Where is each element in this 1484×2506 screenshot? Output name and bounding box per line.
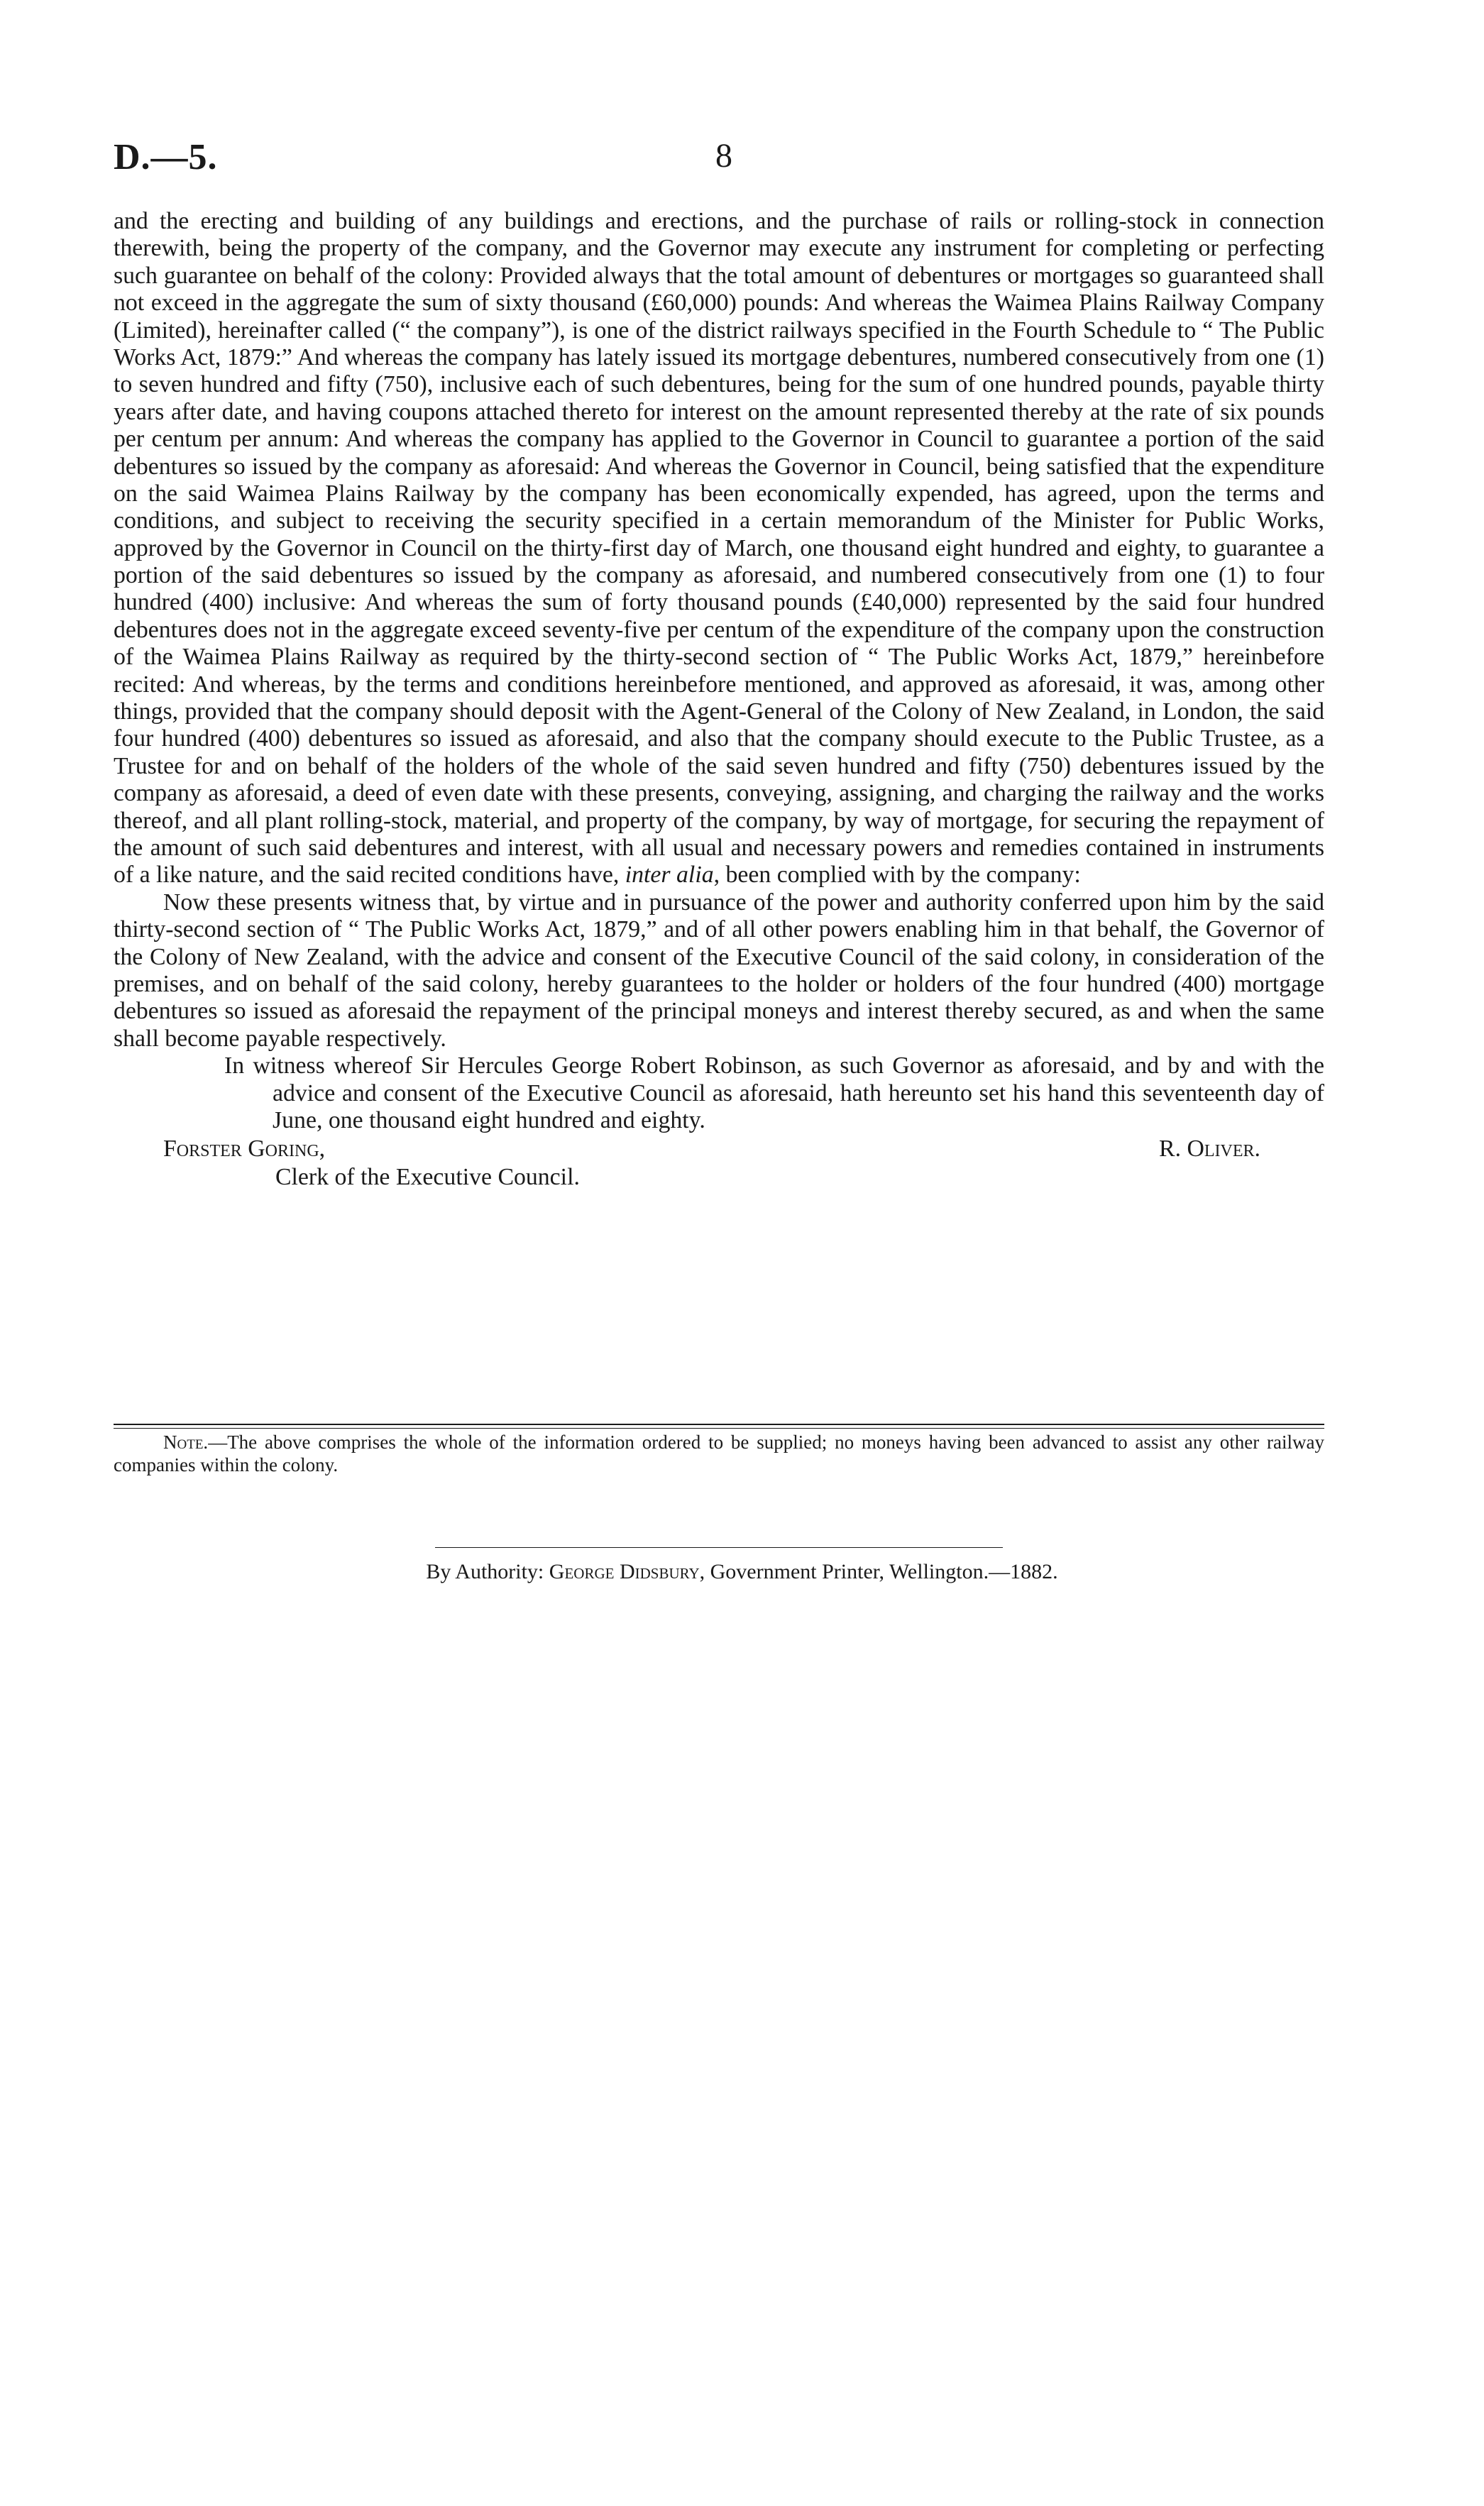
section-divider [114,1424,1324,1429]
imprint-prefix: By Authority: [426,1560,544,1583]
imprint-divider [435,1547,1003,1548]
document-reference: D.—5. [114,137,218,177]
note-label: Note. [163,1431,209,1453]
imprint-suffix: , Government Printer, Wellington.—1882. [699,1560,1058,1583]
paragraph-testimonium: In witness whereof Sir Hercules George Robert Robinson, as such Governor as aforesaid, and by and with the advice and consent of the Executive Council as aforesaid, hath hereunto set his hand this seventeenth day of June, one thousand eight hundred and eighty. [224,1053,1324,1133]
document-body [114,208,1324,1192]
printer-imprint [0,1560,1484,1584]
italic-phrase: inter alia [625,862,714,889]
page-number: 8 [715,137,732,175]
paragraph-operative: Now these presents witness that, by virtue and in pursuance of the power and authority conferred upon him by the said thirty-second section of “ The Public Works Act, 1879,” and of all other powers enabling him in that behalf, the Governor of the Colony of New Zealand, with the advice and consent of the Executive Council of the said colony, in consideration of the premises, and on behalf of the said colony, hereby guarantees to the holder or holders of the four hundred (400) mortgage debentures so issued as aforesaid the repayment of the principal moneys and interest thereby secured, as and when the same shall become payable respectively. [114,889,1324,1052]
signature-forster-goring: Forster Goring, [163,1136,326,1163]
imprint-printer: George Didsbury [549,1560,700,1583]
recitals-tail: , been complied with by the company: [713,862,1081,889]
note-text: —The above comprises the whole of the information ordered to be supplied; no moneys having been advanced to assist any other railway companies within the colony. [114,1431,1324,1476]
paragraph-recitals [114,208,1324,889]
signature-r-oliver: R. Oliver. [1159,1136,1260,1163]
signature-row [114,1136,1324,1164]
footnote [114,1431,1324,1477]
clerk-title: Clerk of the Executive Council. [275,1164,580,1191]
recitals-text: and the erecting and building of any buildings and erections, and the purchase of rails or rolling-stock in connection therewith, being the property of the company, and the Governor may execute any instrument for completing or perfecting such guarantee on behalf of the colony: Provided always that the total amount of debentures or mortgages so guaranteed shall not exceed in the aggregate the sum of sixty thousand (£60,000) pounds: And whereas the Waimea Plains Railway Company (Limited), hereinafter called (“ the company”), is one of the district railways specified in the Fourth Schedule to “ The Public Works Act, 1879:” And whereas the company has lately issued its mortgage debentures, numbered consecutively from one (1) to seven hundred and fifty (750), inclusive each of such debentures, being for the sum of one hundred pounds, payable thirty years after date, and having coupons attached thereto for interest on the amount represented thereby at the rate of six pounds per centum per annum: And whereas the company has applied to the Governor in Council to guarantee a portion of the said debentures so issued by the company as aforesaid: And whereas the Governor in Council, being satisfied that the expenditure on the said Waimea Plains Railway by the company has been economically expended, has agreed, upon the terms and conditions, and subject to receiving the security specified in a certain memorandum of the Minister for Public Works, approved by the Governor in Council on the thirty-first day of March, one thousand eight hundred and eighty, to guarantee a portion of the said debentures so issued by the company as aforesaid, and numbered consecutively from one (1) to four hundred (400) inclusive: And whereas the sum of forty thousand pounds (£40,000) represented by the said four hundred debentures does not in the aggregate exceed seventy-five per centum of the expenditure of the company upon the construction of the Waimea Plains Railway as required by the thirty-second section of “ The Public Works Act, 1879,” hereinbefore recited: And whereas, by the terms and conditions hereinbefore mentioned, and approved as aforesaid, it was, among other things, provided that the company should deposit with the Agent-General of the Colony of New Zealand, in London, the said four hundred (400) debentures so issued as aforesaid, and also that the company should execute to the Public Trustee, as a Trustee for and on behalf of the holders of the whole of the said seven hundred and fifty (750) debentures issued by the company as aforesaid, a deed of even date with these presents, conveying, assigning, and charging the railway and the works thereof, and all plant rolling-stock, material, and property of the company, by way of mortgage, for securing the repayment of the amount of such said debentures and interest, with all usual and necessary powers and remedies contained in instruments of a like nature, and the said recited conditions have, [114,208,1324,889]
